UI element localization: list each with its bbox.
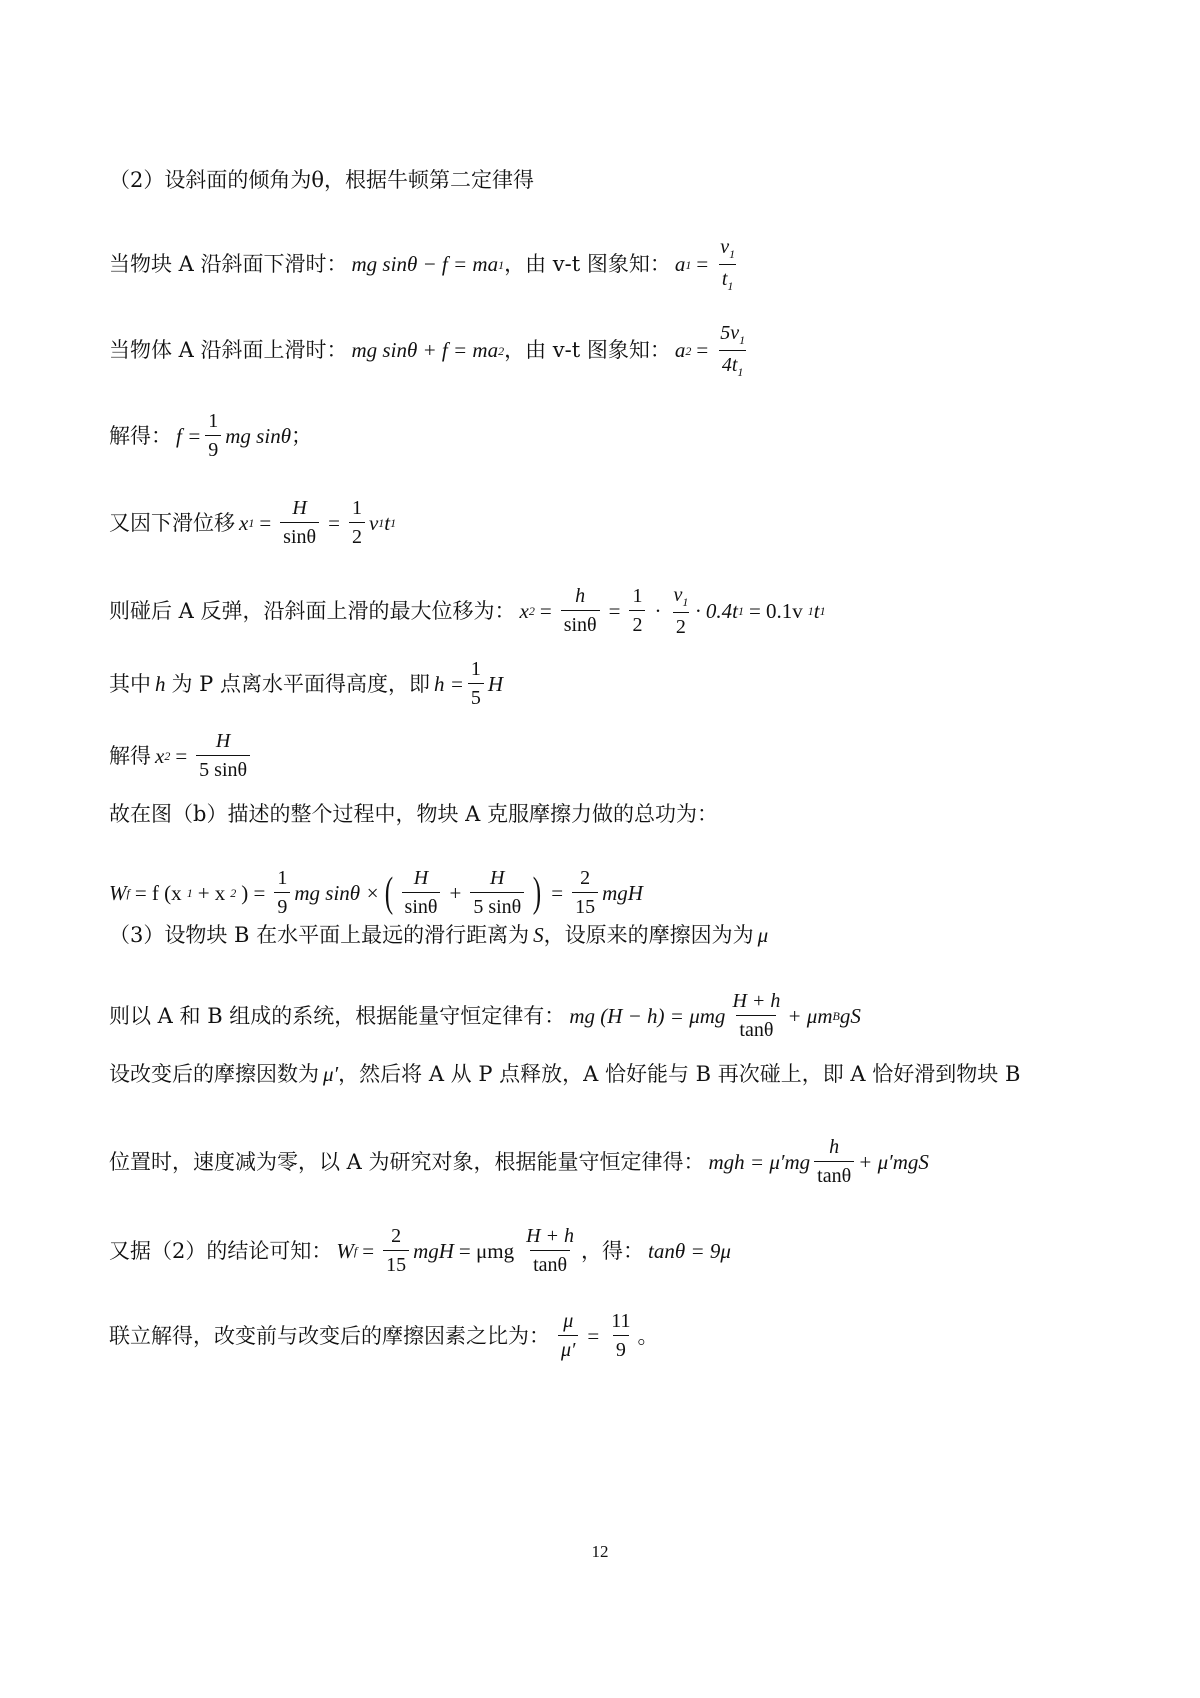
line-14 — [109, 1136, 1140, 1188]
text: 解得： — [109, 423, 172, 448]
text: 故在图（b）描述的整个过程中，物块 A 克服摩擦力做的总功为： — [109, 802, 718, 826]
text: ，设原来的摩擦因为为 — [543, 923, 754, 947]
equation-wf: W f = $\frac{2}{15}$ mgH = μmg $\frac{H + h}{\tan\theta}$ — [336, 1225, 575, 1276]
text: 为 P 点离水平面得高度，即 — [171, 671, 430, 696]
line-12 — [109, 990, 1140, 1042]
line-6 — [109, 584, 1140, 639]
equation-ratio: $\frac{\mu}{\mu'}$ = $\frac{11}{9}$ — [554, 1310, 638, 1362]
line-15: 又据（2）的结论可知： W f = $\frac{2}{15}$ mgH = μmg $\frac{H + h}{\tan\theta}$ ，得： tanθ = 9μ — [109, 1225, 731, 1276]
text: 又据（2）的结论可知： — [109, 1238, 333, 1263]
equation-f: f = $\frac{1}{9}$ mg sinθ — [176, 410, 292, 461]
page-number: 12 — [591, 1542, 609, 1561]
equation-a2: mg sinθ + f = ma 2 — [351, 338, 505, 363]
line-4 — [109, 410, 1140, 462]
line-10 — [109, 867, 1140, 919]
equation-a2-vt: a 2 = $\frac{5v_1}{4t_1}$ — [675, 322, 752, 380]
equation-a1-vt: a 1 = $\frac{v_1}{t_1}$ — [675, 236, 742, 294]
equation-energy-2: mgh = μ′mg $\frac{h}{\tan\theta}$ + μ′mgS — [708, 1136, 929, 1187]
text: 则以 A 和 B 组成的系统，根据能量守恒定律有： — [109, 1003, 566, 1028]
equation-work: W f = f (x 1 + x 2 ) = $\frac{1}{9}$ mg sinθ × ( $\frac{H}{\sin\theta}$ + $\frac{H}{5 \sin\theta}$ ) = $\frac{2}{15}$ mgH — [109, 867, 643, 918]
line-8 — [109, 730, 1140, 782]
text: ，由 v-t 图象知： — [504, 338, 671, 363]
text: （2）设斜面的倾角为θ，根据牛顿第二定律得 — [109, 168, 535, 192]
text: ，得： — [581, 1238, 645, 1263]
line-7: 其中 h 为 P 点离水平面得高度，即 h = $\frac{1}{5}$ H — [109, 658, 504, 709]
text: ，然后将 A 从 P 点释放，A 恰好能与 B 再次碰上，即 A 恰好滑到物块 B — [338, 1062, 1021, 1086]
text: 又因下滑位移 — [109, 510, 235, 535]
line-2 — [109, 236, 1140, 294]
text: 。 — [637, 1323, 659, 1348]
text: 解得 — [109, 743, 151, 768]
text: ，由 v-t 图象知： — [504, 252, 671, 277]
equation-x2: x 2 = $\frac{h}{\sin\theta}$ = $\frac{1}{2}$ · $\frac{v_1}{2}$ · 0.4t 1 = 0.1v 1 t 1 — [519, 584, 826, 638]
text: 设改变后的摩擦因数为 — [109, 1062, 319, 1086]
text: 当物体 A 沿斜面上滑时： — [109, 338, 348, 363]
line-11: （3）设物块 B 在水平面上最远的滑行距离为 S ，设原来的摩擦因为为 μ — [109, 923, 769, 947]
text: （3）设物块 B 在水平面上最远的滑行距离为 — [109, 923, 530, 947]
equation-energy-1: mg (H − h) = μmg $\frac{H + h}{\tan\theta}$ + μm B gS — [569, 990, 861, 1041]
equation-a1: mg sinθ − f = ma 1 — [351, 252, 505, 277]
fraction: $\frac{5v_1}{4t_1}$ — [720, 322, 746, 379]
text: 当物块 A 沿斜面下滑时： — [109, 252, 348, 277]
text: 联立解得，改变前与改变后的摩擦因素之比为： — [109, 1323, 550, 1348]
line-1 — [109, 170, 1140, 191]
text: 其中 — [109, 671, 151, 696]
equation-h: h = $\frac{1}{5}$ H — [433, 658, 504, 709]
text: 则碰后 A 反弹，沿斜面上滑的最大位移为： — [109, 598, 516, 623]
line-9 — [109, 804, 1140, 825]
fraction: $\frac{v_1}{t_1}$ — [720, 236, 736, 293]
line-13: 设改变后的摩擦因数为 μ′ ，然后将 A 从 P 点释放，A 恰好能与 B 再次碰上，即 A 恰好滑到物块 B — [109, 1062, 1021, 1086]
text: ； — [291, 423, 313, 448]
text: 位置时，速度减为零，以 A 为研究对象，根据能量守恒定律得： — [109, 1149, 705, 1174]
line-5 — [109, 497, 1140, 549]
line-16 — [109, 1310, 1140, 1362]
equation-x1: x 1 = $\frac{H}{\sin\theta}$ = $\frac{1}{2}$ v 1 t 1 — [239, 497, 397, 548]
equation-x2-result: x 2 = $\frac{H}{5 \sin\theta}$ — [155, 730, 254, 782]
line-3 — [109, 322, 1140, 380]
